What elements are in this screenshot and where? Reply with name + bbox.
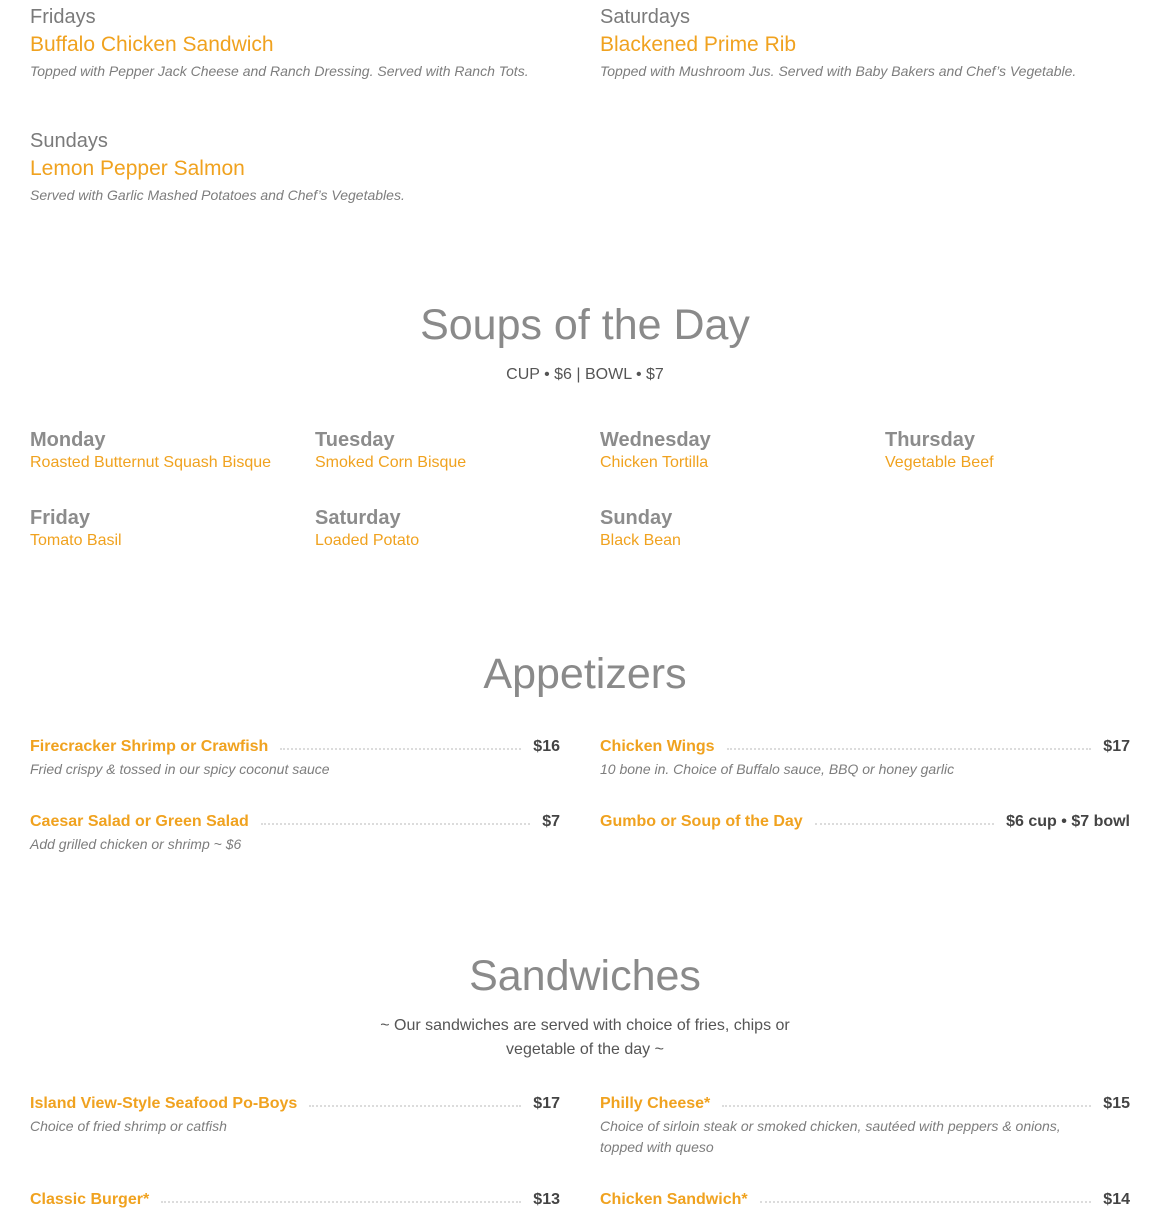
soup-day: Friday (30, 507, 91, 529)
item-desc: Fried crispy & tossed in our spicy coconut sauce (30, 761, 330, 777)
dotted-leader (722, 1105, 1091, 1107)
special-friday (30, 5, 570, 80)
item-price: $6 cup • $7 bowl (1006, 813, 1130, 830)
soup-day: Saturday (315, 507, 401, 529)
menu-item (30, 1189, 560, 1211)
item-desc: Add grilled chicken or shrimp ~ $6 (30, 836, 242, 852)
special-dish: Buffalo Chicken Sandwich (30, 33, 274, 56)
item-price: $13 (533, 1191, 560, 1208)
item-price: $16 (533, 738, 560, 755)
special-sunday (30, 129, 570, 204)
appetizers-title: Appetizers (483, 650, 687, 698)
soups-title: Soups of the Day (420, 301, 750, 349)
soup-day: Monday (30, 429, 106, 451)
item-desc: 10 bone in. Choice of Buffalo sauce, BBQ or honey garlic (600, 761, 955, 777)
menu-item (600, 811, 1130, 833)
item-name: Chicken Sandwich* (600, 1191, 748, 1208)
item-name: Chicken Wings (600, 738, 715, 755)
item-desc: Choice of sirloin steak or smoked chicken, sautéed with peppers & onions, topped with queso (600, 1118, 1061, 1155)
sandwiches-title: Sandwiches (469, 952, 701, 1000)
soup-day: Thursday (885, 429, 976, 451)
soup-thursday (885, 428, 994, 473)
item-name: Firecracker Shrimp or Crawfish (30, 738, 269, 755)
dotted-leader (161, 1201, 521, 1203)
item-price: $7 (542, 813, 560, 830)
dotted-leader (280, 748, 521, 750)
special-saturday (600, 5, 1140, 80)
dotted-leader (261, 823, 530, 825)
menu-item (600, 1093, 1130, 1158)
menu-item (30, 736, 560, 780)
soup-day: Sunday (600, 507, 673, 529)
dotted-leader (815, 823, 994, 825)
item-price: $17 (1103, 738, 1130, 755)
special-dish: Blackened Prime Rib (600, 33, 797, 56)
menu-item (600, 1189, 1130, 1211)
special-day: Sundays (30, 130, 108, 152)
soup-sunday (600, 506, 681, 551)
soup-day: Wednesday (600, 429, 711, 451)
sandwiches-subtitle-line2: vegetable of the day ~ (506, 1041, 664, 1058)
item-name: Philly Cheese* (600, 1095, 711, 1112)
soups-pricing: CUP • $6 | BOWL • $7 (506, 366, 664, 383)
menu-item (30, 1093, 560, 1137)
dotted-leader (309, 1105, 521, 1107)
soup-day: Tuesday (315, 429, 395, 451)
soup-monday (30, 428, 271, 473)
soup-tuesday (315, 428, 466, 473)
dotted-leader (760, 1201, 1092, 1203)
menu-item (600, 736, 1130, 780)
item-name: Gumbo or Soup of the Day (600, 813, 803, 830)
soup-name: Roasted Butternut Squash Bisque (30, 454, 272, 471)
soup-name: Smoked Corn Bisque (315, 454, 467, 471)
dotted-leader (727, 748, 1092, 750)
soup-wednesday (600, 428, 711, 473)
special-desc: Topped with Pepper Jack Cheese and Ranch Dressing. Served with Ranch Tots. (30, 63, 529, 79)
sandwiches-subtitle-line1: ~ Our sandwiches are served with choice of fries, chips or (380, 1017, 790, 1034)
special-desc: Served with Garlic Mashed Potatoes and Chef’s Vegetables. (30, 187, 405, 203)
soup-name: Loaded Potato (315, 532, 420, 549)
menu-item (30, 811, 560, 855)
item-price: $14 (1103, 1191, 1130, 1208)
item-price: $15 (1103, 1095, 1130, 1112)
special-day: Fridays (30, 6, 96, 28)
item-price: $17 (533, 1095, 560, 1112)
soup-name: Vegetable Beef (885, 454, 994, 471)
special-desc: Topped with Mushroom Jus. Served with Baby Bakers and Chef’s Vegetable. (600, 63, 1077, 79)
item-desc: Choice of fried shrimp or catfish (30, 1118, 227, 1134)
item-name: Caesar Salad or Green Salad (30, 813, 249, 830)
soup-friday (30, 506, 122, 551)
soup-name: Black Bean (600, 532, 681, 549)
special-day: Saturdays (600, 6, 691, 28)
soup-name: Tomato Basil (30, 532, 122, 549)
special-dish: Lemon Pepper Salmon (30, 157, 245, 180)
item-name: Island View-Style Seafood Po-Boys (30, 1095, 298, 1112)
item-name: Classic Burger* (30, 1191, 150, 1208)
soup-saturday (315, 506, 419, 551)
soup-name: Chicken Tortilla (600, 454, 709, 471)
